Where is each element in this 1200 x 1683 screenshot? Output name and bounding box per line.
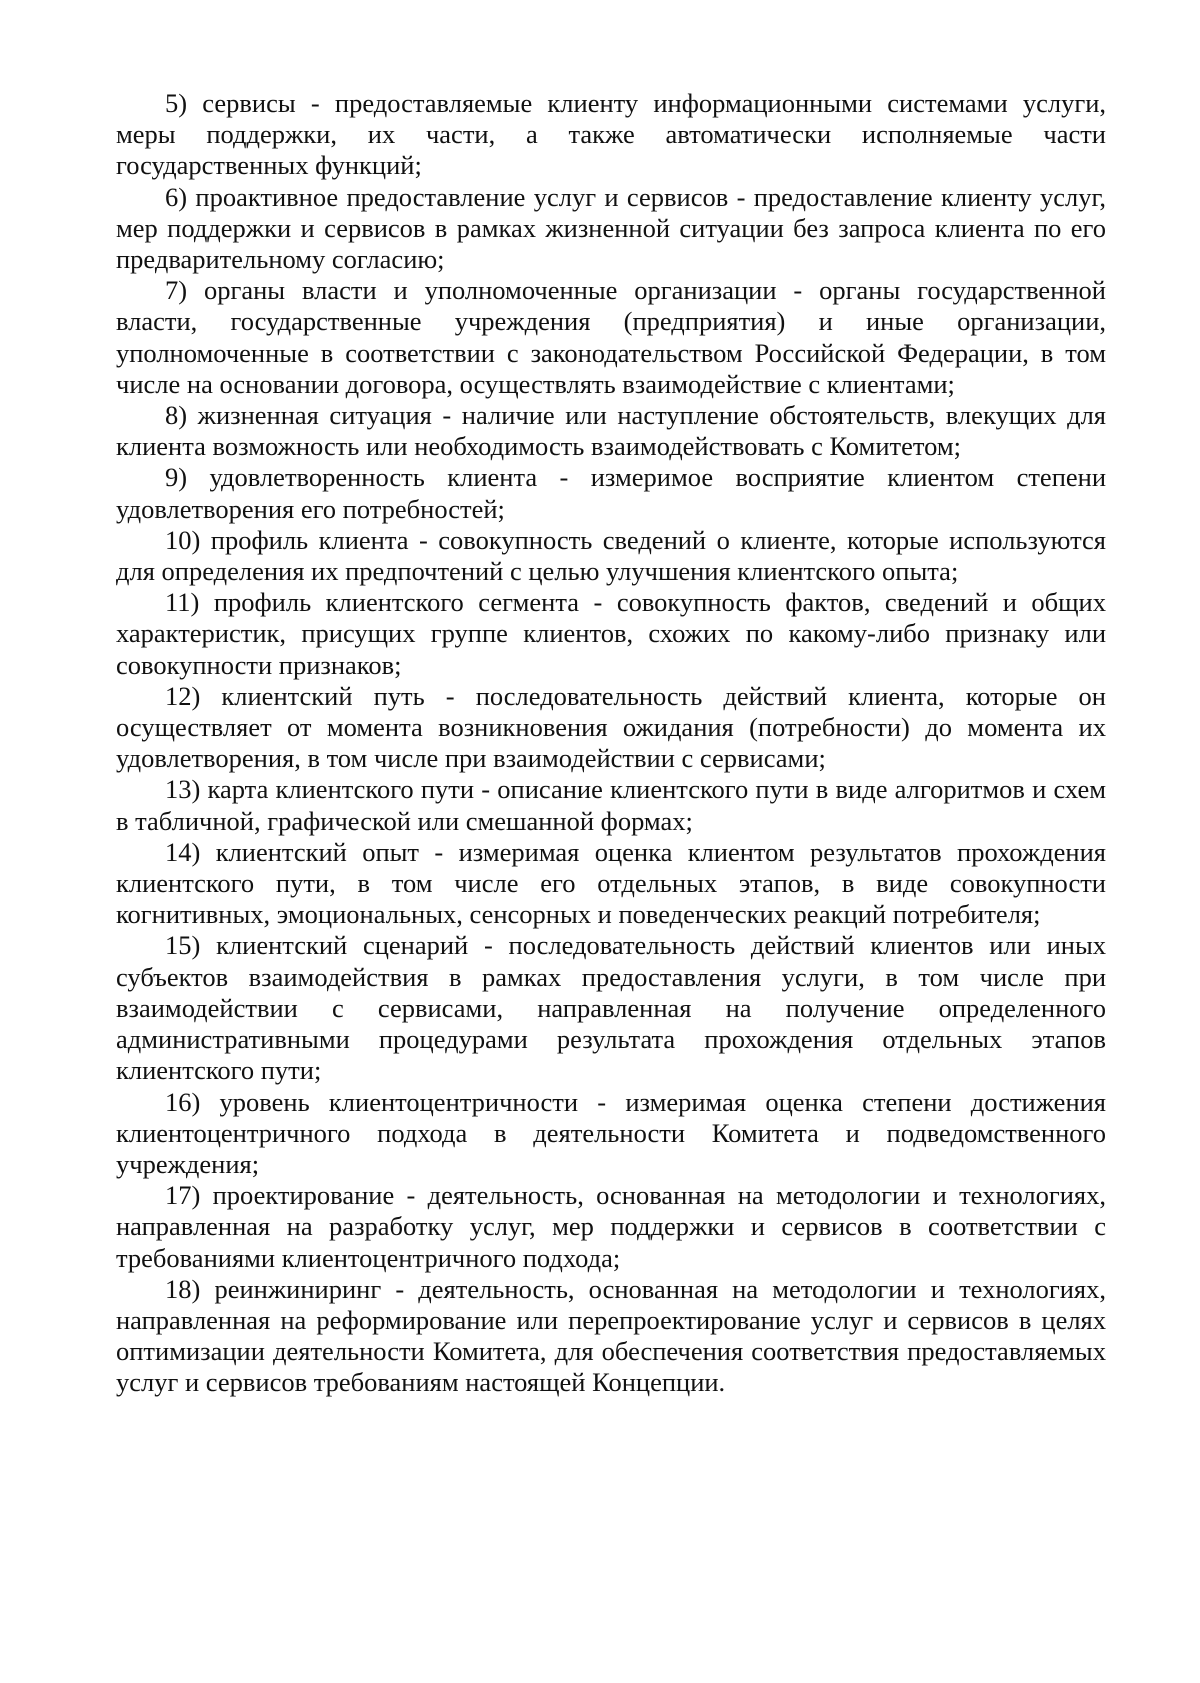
- definition-item-12: 12) клиентский путь - последовательность действий клиента, которые он осуществляет от момента возникновения ожидания (потребности) до момента их удовлетворения, в том числе при взаимодействии с сервисами;: [116, 680, 1106, 774]
- definition-item-8: 8) жизненная ситуация - наличие или наступление обстоятельств, влекущих для клиента возможность или необходимость взаимодействовать с Комитетом;: [116, 400, 1106, 462]
- definition-item-6: 6) проактивное предоставление услуг и сервисов - предоставление клиенту услуг, мер поддержки и сервисов в рамках жизненной ситуации без запроса клиента по его предварительному согласию;: [116, 181, 1106, 275]
- definition-item-16: 16) уровень клиентоцентричности - измеримая оценка степени достижения клиентоцентричного подхода в деятельности Комитета и подведомственного учреждения;: [116, 1086, 1106, 1179]
- document-page: [116, 88, 1106, 1399]
- definition-item-7: 7) органы власти и уполномоченные организации - органы государственной власти, государственные учреждения (предприятия) и иные организации, уполномоченные в соответствии с законодательством Российской Федерации, в том числе на основании договора, осуществлять взаимодействие с клиентами;: [116, 275, 1106, 399]
- definition-item-18: 18) реинжиниринг - деятельность, основанная на методологии и технологиях, направленная на реформирование или перепроектирование услуг и сервисов в целях оптимизации деятельности Комитета, для обеспечения соответствия предоставляемых услуг и сервисов требованиям настоящей Концепции.: [116, 1273, 1106, 1398]
- definition-item-13: 13) карта клиентского пути - описание клиентского пути в виде алгоритмов и схем в табличной, графической или смешанной формах;: [116, 774, 1106, 836]
- definition-item-15: 15) клиентский сценарий - последовательность действий клиентов или иных субъектов взаимодействия в рамках предоставления услуги, в том числе при взаимодействии с сервисами, направленная на получение определенного административными процедурами результата прохождения отдельных этапов клиентского пути;: [116, 930, 1106, 1086]
- definition-item-11: 11) профиль клиентского сегмента - совокупность фактов, сведений и общих характеристик, присущих группе клиентов, схожих по какому-либо признаку или совокупности признаков;: [116, 587, 1106, 680]
- definition-item-17: 17) проектирование - деятельность, основанная на методологии и технологиях, направленная на разработку услуг, мер поддержки и сервисов в соответствии с требованиями клиентоцентричного подхода;: [116, 1180, 1106, 1273]
- definition-item-10: 10) профиль клиента - совокупность сведений о клиенте, которые используются для определения их предпочтений с целью улучшения клиентского опыта;: [116, 524, 1106, 587]
- definition-item-5: 5) сервисы - предоставляемые клиенту информационными системами услуги, меры поддержки, их части, а также автоматически исполняемые части государственных функций;: [116, 88, 1106, 181]
- definition-item-9: 9) удовлетворенность клиента - измеримое восприятие клиентом степени удовлетворения его потребностей;: [116, 462, 1106, 524]
- definition-item-14: 14) клиентский опыт - измеримая оценка клиентом результатов прохождения клиентского пути, в том числе его отдельных этапов, в виде совокупности когнитивных, эмоциональных, сенсорных и поведенческих реакций потребителя;: [116, 836, 1106, 930]
